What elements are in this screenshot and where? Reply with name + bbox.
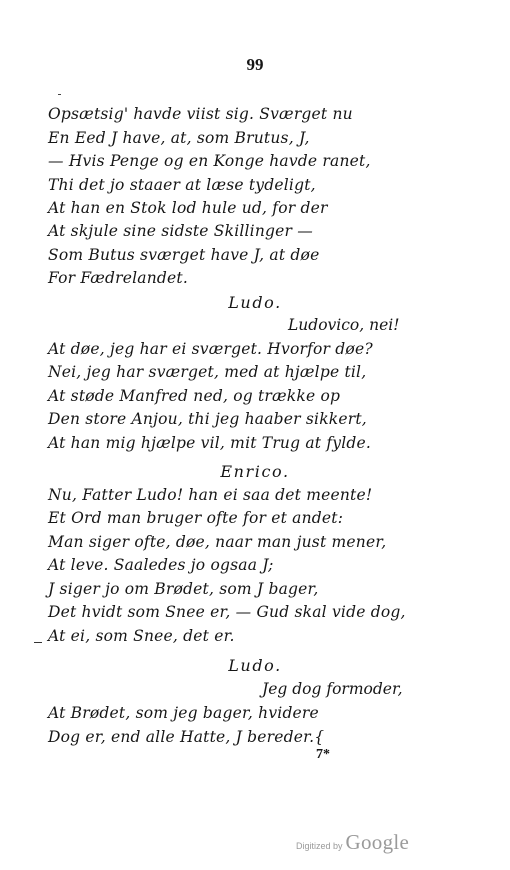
verse-line: J siger jo om Brødet, som J bager, [48, 580, 319, 598]
verse-line: At han mig hjælpe vil, mit Trug at fylde. [48, 434, 372, 452]
verse-line: At skjule sine sidste Skillinger — [48, 222, 313, 240]
verse-line: At ei, som Snee, det er. [48, 627, 235, 645]
printer-tick-mark [58, 94, 61, 95]
verse-line: At han en Stok lod hule ud, for der [48, 199, 328, 217]
watermark-digitized-text: Digitized by [296, 841, 343, 851]
verse-line: — Hvis Penge og en Konge havde ranet, [48, 152, 371, 170]
verse-line: Thi det jo staaer at læse tydeligt, [48, 176, 316, 194]
speaker-name: Ludo. [228, 656, 282, 675]
verse-line: Den store Anjou, thi jeg haaber sikkert, [48, 410, 367, 428]
verse-line: Som Butus sværget have J, at døe [48, 246, 320, 264]
verse-continuation: Ludovico, nei! [288, 316, 400, 334]
verse-line: At støde Manfred ned, og trække op [48, 387, 341, 405]
verse-line: Et Ord man bruger ofte for et andet: [48, 509, 344, 527]
signature-mark: 7* [316, 747, 330, 762]
verse-line: Man siger ofte, døe, naar man just mener, [48, 533, 387, 551]
margin-dash [34, 642, 42, 643]
digitized-by-google-watermark [296, 832, 409, 853]
verse-continuation: Jeg dog formoder, [262, 680, 403, 698]
verse-line: Opsætsig' havde viist sig. Sværget nu [48, 105, 353, 123]
google-logo: Google [345, 830, 410, 854]
page-number: 99 [246, 55, 264, 74]
verse-line: For Fædrelandet. [48, 269, 188, 287]
verse-line: Nu, Fatter Ludo! han ei saa det meente! [48, 486, 373, 504]
verse-line: En Eed J have, at, som Brutus, J, [48, 129, 310, 147]
speaker-name: Ludo. [228, 293, 282, 312]
verse-line: At Brødet, som jeg bager, hvidere [48, 704, 319, 722]
verse-line: Det hvidt som Snee er, — Gud skal vide dog, [48, 603, 406, 621]
verse-line: At leve. Saaledes jo ogsaa J; [48, 556, 274, 574]
speaker-name: Enrico. [220, 462, 290, 481]
verse-line: Nei, jeg har sværget, med at hjælpe til, [48, 363, 367, 381]
verse-line: At døe, jeg har ei sværget. Hvorfor døe? [48, 340, 373, 358]
verse-line: Dog er, end alle Hatte, J bereder.{ [48, 728, 325, 746]
